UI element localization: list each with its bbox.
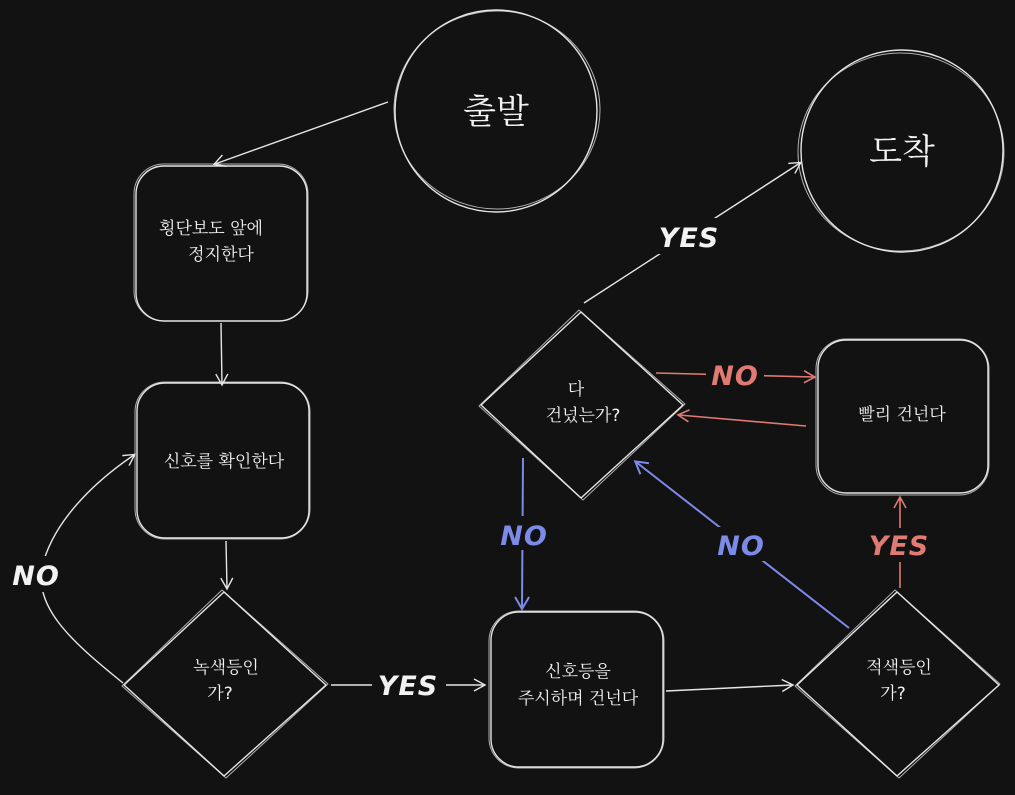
end-node[interactable]: [798, 50, 1004, 252]
is-red-decision[interactable]: [795, 590, 1000, 778]
crossed-line1: 다: [567, 380, 585, 400]
watch-and-cross-node[interactable]: [489, 611, 664, 768]
end-label: 도착: [869, 132, 935, 172]
hurry-cross-label: 빨리 건넌다: [858, 405, 946, 425]
is-red-line2: 가?: [880, 684, 906, 704]
start-label: 출발: [463, 92, 529, 132]
edge-hurry-to-crossed: [679, 415, 806, 426]
start-node[interactable]: [394, 10, 600, 212]
edge-crossed-no-watch-label: NO: [500, 521, 548, 552]
edge-start-to-stop: [215, 102, 388, 164]
watch-cross-line2: 주시하며 건넌다: [517, 689, 639, 709]
is-red-line1: 적색등인: [866, 658, 932, 678]
edge-crossed-no-hurry-label: NO: [711, 361, 759, 392]
crossed-fully-decision[interactable]: [479, 310, 685, 500]
hurry-cross-node[interactable]: [816, 339, 989, 495]
edge-green-yes-label: YES: [377, 671, 439, 702]
edge-check-to-green: [226, 541, 227, 588]
edge-crossed-yes-label: YES: [658, 223, 720, 254]
is-green-line2: 가?: [207, 684, 233, 704]
check-signal-node[interactable]: [135, 382, 310, 539]
watch-cross-line1: 신호등을: [545, 662, 611, 682]
crossed-line2: 건넜는가?: [545, 406, 621, 426]
edge-stop-to-check: [221, 323, 222, 384]
stop-label-line2: 정지한다: [188, 245, 254, 265]
edge-red-no-label: NO: [717, 531, 765, 562]
edge-red-yes-label: YES: [868, 531, 930, 562]
stop-at-crosswalk-node[interactable]: [134, 164, 308, 321]
edge-watch-to-red: [666, 685, 792, 691]
is-green-line1: 녹색등인: [193, 658, 259, 678]
edge-green-no-label: NO: [12, 561, 60, 592]
stop-label-line1: 횡단보도 앞에: [159, 219, 263, 239]
check-signal-label: 신호를 확인한다: [163, 452, 285, 472]
is-green-decision[interactable]: [122, 590, 328, 778]
